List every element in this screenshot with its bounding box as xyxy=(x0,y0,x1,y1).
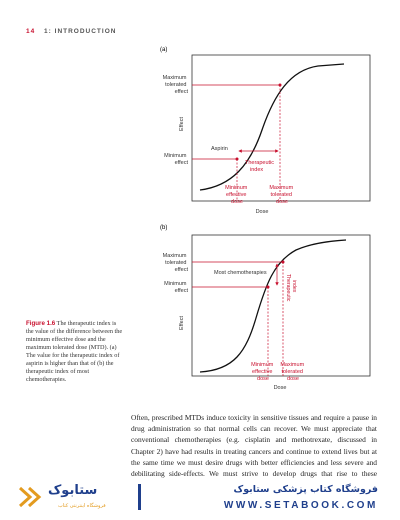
logo-subtext: فروشگاه اینترنتی کتاب xyxy=(58,503,106,509)
panel-a-max-dose-label: Maximum tolerated dose xyxy=(269,185,294,205)
panel-a-label: (a) xyxy=(160,47,168,53)
body-paragraph-text: Often, prescribed MTDs induce toxicity in sensitive tissues and require a pause in drug administration so that normal cells can recover. We must appreciate that conventional chemotherapies (e.g. cisplatin and methotrexate, discussed in Chapter 2) have had results in treating cancers and continue to extend lives but at the same time we must desire drugs with better efficiencies and less severe and debilitating side-effects. We must strive to develop drugs that rise to these xyxy=(131,413,377,479)
panel-b-y-axis-label: Effect xyxy=(179,316,185,330)
panel-a-frame xyxy=(192,55,370,201)
panel-a-max-effect-label: Maximum tolerated effect xyxy=(162,75,188,95)
panel-a-y-axis-label: Effect xyxy=(179,117,185,131)
logo-text: ستابوک xyxy=(48,483,98,498)
footer-divider xyxy=(138,484,141,510)
page-number: 14 xyxy=(26,28,36,35)
panel-b-label: (b) xyxy=(160,225,168,231)
panel-b-min-dose-label: Minimum effective dose xyxy=(251,362,274,382)
panel-a-curve xyxy=(200,64,344,190)
body-paragraph xyxy=(131,412,377,480)
panel-a-index-label: Therapeutic index xyxy=(245,160,275,173)
panel-a-x-axis-label: Dose xyxy=(255,209,269,215)
panel-b-drug-label: Most chemotherapies xyxy=(214,270,267,276)
panel-a-min-effect-label: Minimum effect xyxy=(164,153,188,166)
panel-b-index-label: Therapeutic index xyxy=(285,274,297,302)
setabook-logo xyxy=(18,482,133,512)
panel-b-frame xyxy=(192,235,370,376)
panel-b-curve xyxy=(200,240,346,372)
figure-caption xyxy=(26,320,124,384)
chapter-title: 1: INTRODUCTION xyxy=(44,28,117,35)
panel-b-x-axis-label: Dose xyxy=(273,385,287,391)
figure-caption-text: The therapeutic index is the value of the difference between the minimum effective dose and the maximum tolerated dose (MTD). (a) The value for the therapeutic index of aspirin is higher than that of (b) the therapeutic index of most chemotherapies. xyxy=(26,320,123,383)
figure-caption-label: Figure 1.6 xyxy=(26,320,56,327)
panel-b-min-effect-label: Minimum effect xyxy=(164,281,188,294)
store-name: فروشگاه کتاب پزشکی ستابوک xyxy=(233,484,378,495)
panel-b-max-dose-label: Maximum tolerated dose xyxy=(280,362,305,382)
panel-a-min-dose-label: Minimum effective dose xyxy=(225,185,248,205)
website-link[interactable]: WWW.SETABOOK.COM xyxy=(223,500,378,511)
panel-b-max-effect-label: Maximum tolerated effect xyxy=(162,253,188,273)
panel-a-drug-label: Aspirin xyxy=(211,146,228,152)
